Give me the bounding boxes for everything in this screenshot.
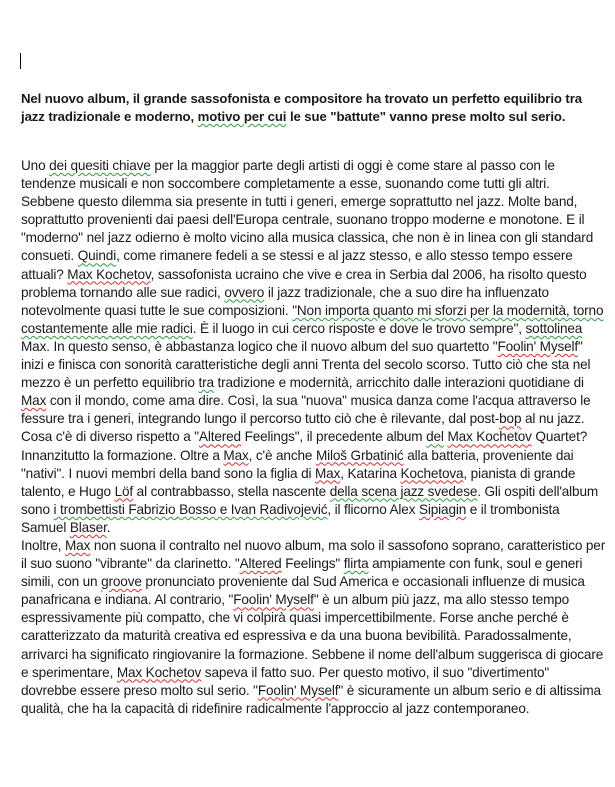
text-run: Quartet? Innanzitutto la formazione. Oltre a — [21, 429, 588, 463]
spelling-flag[interactable]: Max Kochetov — [67, 266, 151, 282]
grammar-flag[interactable]: tra — [198, 375, 214, 391]
text-run: per la maggior parte degli artisti di oggi è come stare al passo con le tendenze musicali e non soccombere completamente a esse, suonando come tutti gli altri. Sebbene questo dilemma sia presente in tutti i generi, emerge soprattutto nel jazz. Molte band, soprattutto provenienti dai paesi dell'Europa centrale, suonano troppo moderne e monotone. E il "moderno" nel jazz odierno è molto vicino alla musica classica, che non è in linea con gli standard consueti. — [21, 158, 594, 264]
text-run: al contrabbasso, stella nascente — [133, 483, 330, 499]
grammar-flag[interactable]: Quindi — [77, 248, 117, 264]
grammar-flag[interactable]: dei quesiti chiave — [49, 158, 151, 173]
text-run: non suona il contralto nel nuovo album, ma solo il sassofono soprano, caratteristico per il suo suono "vibrante" da clarinetto. " — [21, 537, 606, 572]
document-body[interactable] — [21, 157, 606, 718]
text-run: pronunciato proveniente dal Sud America e occasionali influenze di musica panafricana e indiana. Al contrario, " — [21, 574, 585, 608]
spelling-flag[interactable]: bop — [499, 411, 522, 427]
text-run: , il flicorno Alex — [327, 501, 419, 517]
paragraph-1[interactable] — [21, 157, 606, 537]
grammar-flag[interactable]: del — [426, 429, 444, 445]
spelling-flag[interactable]: Foolin' Myself — [233, 592, 314, 608]
paragraph-2[interactable] — [21, 537, 606, 718]
text-run: ampiamente con funk, soul e generi simili, con un — [21, 556, 583, 590]
text-run: e il trombonista Samuel — [21, 501, 560, 535]
text-run: con il mondo, come ama dire. Così, la sua "nuova" musica danza come l'acqua attraverso le fessure tra i generi, integrando lungo il percorso tutto ciò che è rilevante, dal post- — [21, 393, 591, 427]
text-run: Inoltre, — [21, 537, 65, 553]
text-run: sapeva il fatto suo. Per questo motivo, il suo "divertimento" dovrebbe essere preso molto sul serio. " — [21, 664, 550, 698]
spelling-flag[interactable]: Altered — [198, 429, 241, 445]
spelling-flag[interactable]: Max Kochetov — [447, 429, 532, 445]
grammar-flag[interactable]: motivo per cui — [197, 109, 287, 124]
text-run: Uno — [21, 158, 50, 173]
spelling-flag[interactable]: Max — [223, 447, 249, 463]
spelling-flag[interactable]: Altered — [239, 556, 282, 572]
text-run: " inizi e finisca con sonorità caratteristiche degli anni Trenta del secolo scorso. Tutto ciò che sta nel mezzo è un perfetto equilibrio — [21, 338, 591, 391]
spelling-flag[interactable]: Miloš Grbatinić — [315, 447, 404, 463]
text-run: " è un album più jazz, ma allo stesso tempo espressivamente più compatto, che vi colpirà quasi impercettibilmente. Forse anche perché è caratterizzato da maturità creativa ed espressiva e da una buona bevibilità. Paradossalmente, arrivarci ha significato ringiovanire la formazione. Sebbene il nome dell'album suggerisca di giocare e sperimentare, — [21, 592, 604, 680]
text-run: , c'è anche — [248, 447, 316, 463]
text-run: , come rimanere fedeli a se stessi e al jazz stesso, e allo stesso tempo essere attuali? — [21, 248, 573, 282]
grammar-flag[interactable]: della scena jazz svedese — [329, 483, 478, 499]
spelling-flag[interactable]: Foolin' Myself — [497, 338, 579, 354]
text-run: , pianista di grande talento, e Hugo — [21, 465, 576, 499]
spelling-flag[interactable]: Max — [21, 393, 47, 409]
lead-paragraph[interactable] — [21, 90, 601, 126]
grammar-flag[interactable]: ovvero — [224, 284, 265, 300]
spelling-flag[interactable]: Max — [65, 537, 91, 553]
lead-text-2: le sue "battute" vanno prese molto sul serio. — [286, 109, 566, 124]
grammar-flag[interactable]: flirta — [343, 556, 369, 572]
text-run: Feelings", il precedente album — [240, 429, 427, 445]
spelling-flag[interactable]: Löf — [114, 483, 134, 499]
text-run: . È il luogo in cui cerco risposte e dove le trovo sempre", — [192, 320, 526, 336]
spelling-flag[interactable]: Foolin' Myself — [257, 682, 339, 698]
spelling-flag[interactable]: Blaser — [69, 519, 107, 535]
spelling-flag[interactable]: Max Kochetov — [116, 664, 202, 680]
text-run: tradizione e modernità, arricchito dalle interazioni quotidiane di — [213, 375, 584, 391]
text-run: Max. In questo senso, è abbastanza logico che il nuovo album del suo quartetto " — [21, 338, 498, 354]
text-run: " è sicuramente un album serio e di altissima qualità, che ha la capacità di ridefinire radicalmente l'approccio al jazz contemporaneo. — [21, 682, 601, 716]
grammar-flag[interactable]: sottolinea — [525, 320, 583, 336]
spelling-flag[interactable]: Max — [314, 465, 341, 481]
lead-text-1: Nel nuovo album, il grande sassofonista e compositore ha trovato un perfetto equilibrio tra jazz tradizionale e moderno, — [21, 91, 582, 124]
text-run: alla batteria, proveniente dai "nativi". I nuovi membri della band sono la figlia di — [21, 447, 574, 481]
text-run: . — [106, 519, 111, 535]
grammar-flag[interactable]: i trombettisti Fabrizio Bosso e Ivan Radivojević — [53, 501, 328, 517]
spelling-flag[interactable]: Sipiagin — [418, 501, 467, 517]
text-run: Feelings" — [281, 556, 344, 572]
text-run: al nu jazz. Cosa c'è di diverso rispetto a " — [21, 411, 585, 445]
spelling-flag[interactable]: groove — [101, 574, 142, 590]
text-run: . Gli ospiti dell'album sono — [21, 483, 599, 517]
text-run: il jazz tradizionale, che a suo dire ha influenzato notevolmente quasi tutte le sue composizioni. — [21, 284, 549, 318]
spelling-flag[interactable]: Kochetova — [400, 465, 464, 481]
text-cursor — [20, 53, 21, 69]
text-run: , Katarina — [340, 465, 401, 481]
grammar-flag[interactable]: "Non importa quanto mi sforzi per la modernità, torno costantemente alle mie radici — [21, 302, 604, 336]
text-run: , sassofonista ucraino che vive e crea in Serbia dal 2006, ha risolto questo problema tornando alle sue radici, — [21, 266, 587, 300]
